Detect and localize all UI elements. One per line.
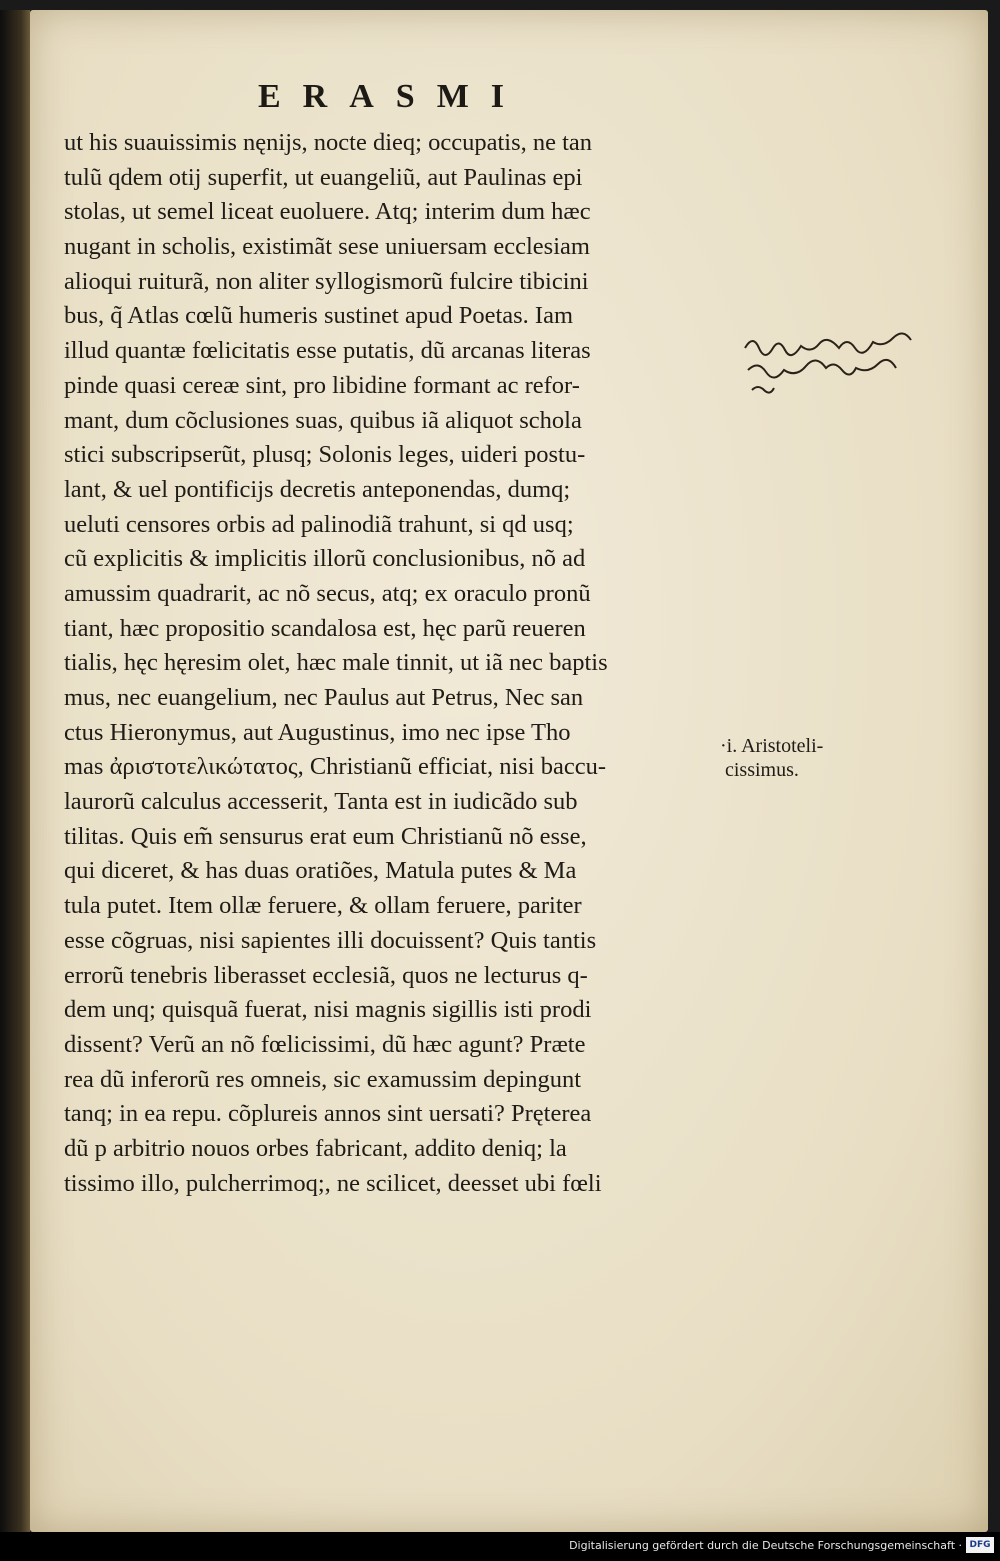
text-line: bus, q̃ Atlas cœlũ humeris sustinet apud Poetas. Iam xyxy=(64,302,573,330)
text-line: qui diceret, & has duas oratiões, Matula putes & Ma xyxy=(64,857,577,885)
text-line: ut his suauissimis nęnijs, nocte dieq; occupatis, ne tan xyxy=(64,129,593,156)
text-line: errorũ tenebris liberasset ecclesiã, quos ne lecturus q- xyxy=(64,961,588,989)
text-line: ctus Hieronymus, aut Augustinus, imo nec ipse Tho xyxy=(64,718,571,746)
page-body-text xyxy=(64,126,724,1201)
text-line: alioqui ruiturã, non aliter syllogismorũ fulcire tibicini xyxy=(64,267,589,295)
text-line: lant, & uel pontificijs decretis anteponendas, dumq; xyxy=(64,475,571,503)
text-line: stolas, ut semel liceat euoluere. Atq; interim dum hæc xyxy=(64,198,591,226)
digitization-credit: Digitalisierung gefördert durch die Deutsche Forschungsgemeinschaft · xyxy=(569,1539,962,1552)
text-line: stici subscripserũt, plusq; Solonis leges, uideri postu- xyxy=(64,441,586,469)
text-line: tilitas. Quis em̃ sensurus erat eum Christianũ nõ esse, xyxy=(64,822,587,850)
text-line: mas ἀριστοτελικώτατος, Christianũ efficiat, nisi baccu- xyxy=(64,753,607,781)
footer-bar xyxy=(0,1532,1000,1561)
text-line: tissimo illo, pulcherrimoq;, ne scilicet, deesset ubi fœli xyxy=(64,1169,602,1197)
text-line: tialis, hęc hęresim olet, hæc male tinnit, ut iã nec baptis xyxy=(64,649,608,677)
dfg-logo: DFG xyxy=(966,1537,994,1553)
text-line: dissent? Verũ an nõ fœlicissimi, dũ hæc agunt? Præte xyxy=(64,1030,586,1058)
text-line: rea dũ inferorũ res omneis, sic examussim depingunt xyxy=(64,1065,582,1093)
marginal-note-line-1: ·i. Aristoteli- xyxy=(720,735,824,757)
page-left-edge xyxy=(0,10,30,1532)
text-line: pinde quasi cereæ sint, pro libidine formant ac refor- xyxy=(64,371,580,399)
text-line: nugant in scholis, existimãt sese uniuersam ecclesiam xyxy=(64,233,590,261)
text-line: cũ explicitis & implicitis illorũ conclusionibus, nõ ad xyxy=(64,545,586,573)
handwritten-annotation xyxy=(740,318,960,408)
text-line: tanq; in ea repu. cõplureis annos sint uersati? Prętereа xyxy=(64,1100,592,1128)
text-line: amussim quadrarit, ac nõ secus, atq; ex oraculo pronũ xyxy=(64,579,591,607)
marginal-note-line-2: cissimus. xyxy=(725,759,799,781)
text-line: tulũ qdem otij superfit, ut euangeliũ, aut Paulinas epi xyxy=(64,163,583,191)
running-head: ERASMI xyxy=(258,78,527,115)
text-line: esse cõgruas, nisi sapientes illi docuissent? Quis tantis xyxy=(64,926,597,954)
text-line: tula putet. Item ollæ feruere, & ollam feruere, pariter xyxy=(64,892,582,920)
text-line: dem unq; quisquã fuerat, nisi magnis sigillis isti prodi xyxy=(64,996,592,1024)
text-line: illud quantæ fœlicitatis esse putatis, dũ arcanas literas xyxy=(64,337,591,365)
text-line: tiant, hæc propositio scandalosa est, hęc parũ reueren xyxy=(64,614,586,642)
text-line: mant, dum cõclusiones suas, quibus iã aliquot schola xyxy=(64,406,582,434)
text-line: dũ p arbitrio nouos orbes fabricant, addito deniq; la xyxy=(64,1134,567,1162)
text-line: ueluti censores orbis ad palinodiã trahunt, si qd usq; xyxy=(64,510,574,538)
text-line: mus, nec euangelium, nec Paulus aut Petrus, Nec san xyxy=(64,684,584,711)
text-line: laurorũ calculus accesserit, Tanta est in iudicãdo sub xyxy=(64,788,578,816)
